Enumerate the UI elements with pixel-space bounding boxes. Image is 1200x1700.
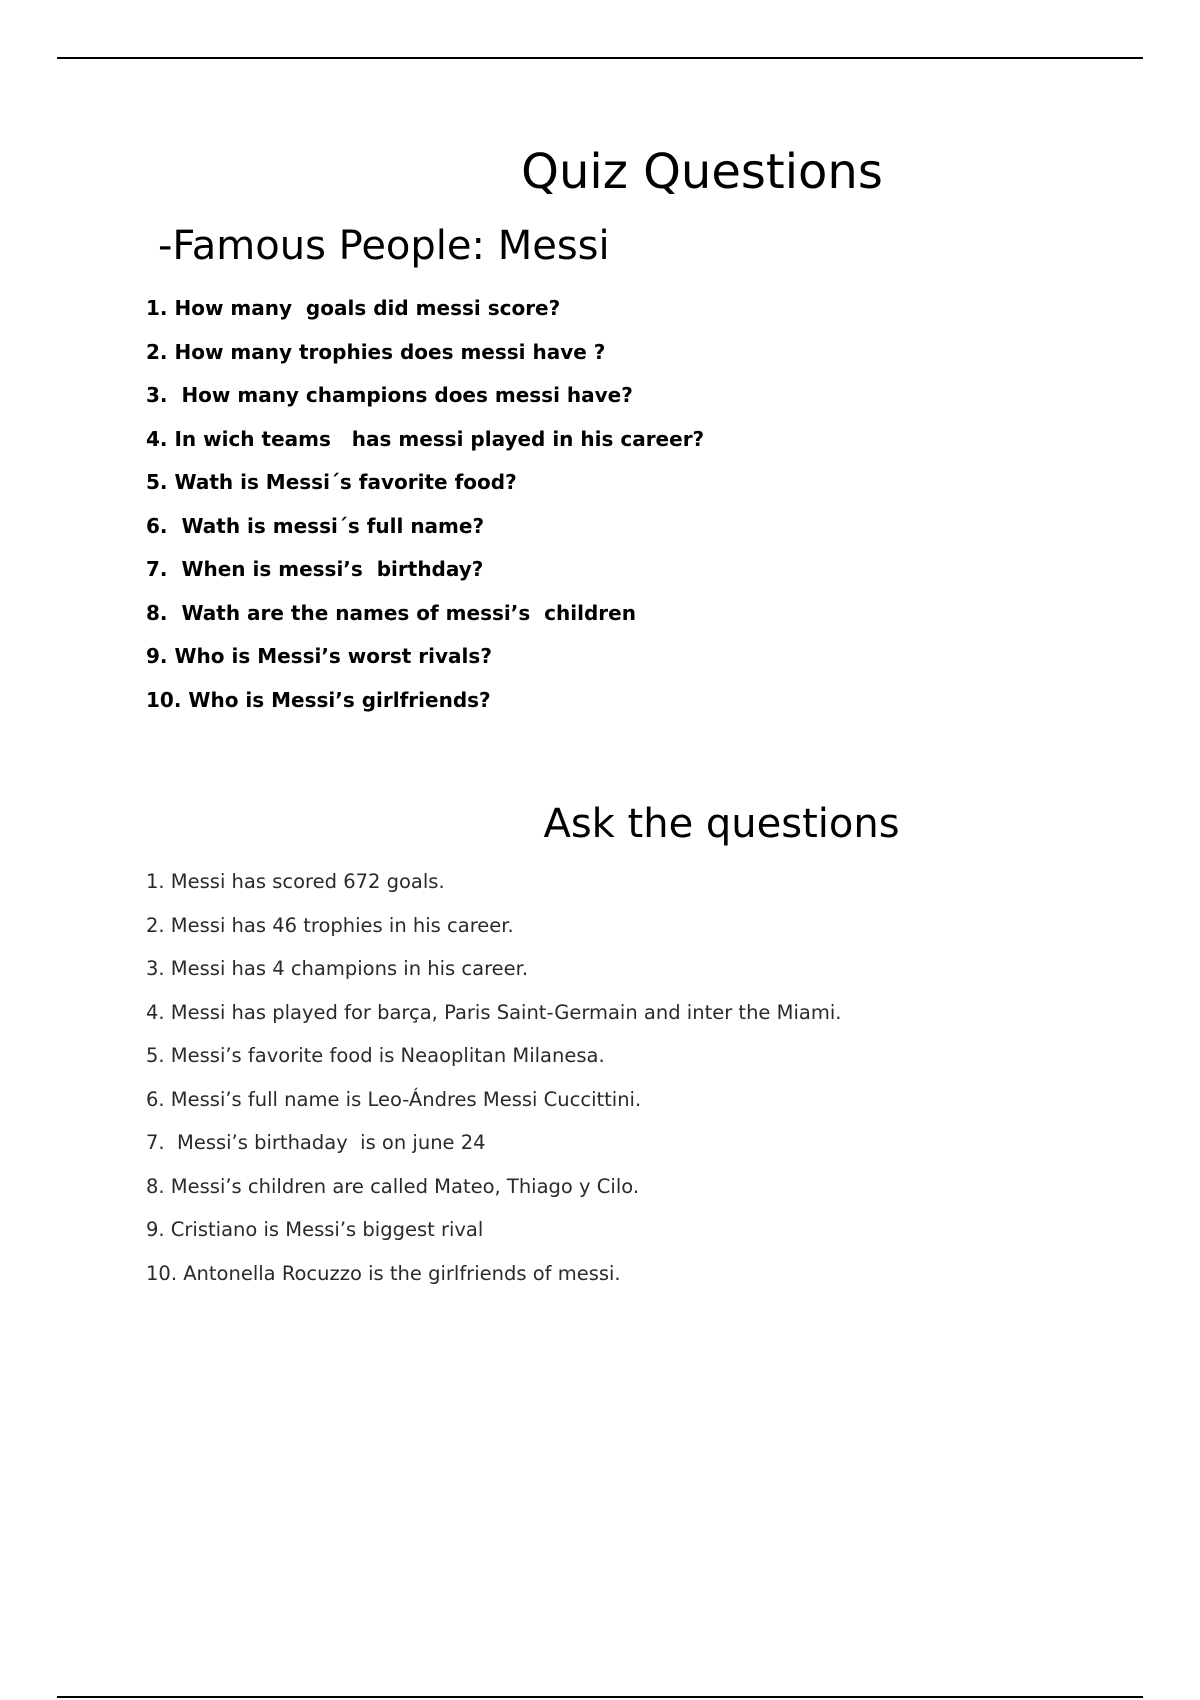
header-rule <box>57 57 1143 59</box>
answer-item: 6. Messi’s full name is Leo-Ándres Messi Cuccittini. <box>146 1087 642 1111</box>
answer-item: 1. Messi has scored 672 goals. <box>146 870 445 893</box>
question-item: 1. How many goals did messi score? <box>146 296 561 320</box>
question-item: 6. Wath is messi´s full name? <box>146 513 485 538</box>
answer-item: 2. Messi has 46 trophies in his career. <box>146 913 514 937</box>
question-item: 8. Wath are the names of messi’s children <box>146 600 636 625</box>
question-item: 10. Who is Messi’s girlfriends? <box>146 687 491 712</box>
page-subtitle: -Famous People: Messi <box>158 223 610 269</box>
question-item: 9. Who is Messi’s worst rivals? <box>146 644 492 668</box>
answer-item: 10. Antonella Rocuzzo is the girlfriends of messi. <box>146 1261 621 1285</box>
page-title: Quiz Questions <box>521 144 883 200</box>
answer-item: 5. Messi’s favorite food is Neaoplitan Milanesa. <box>146 1044 605 1067</box>
question-item: 2. How many trophies does messi have ? <box>146 339 606 364</box>
footer-rule <box>57 1696 1143 1698</box>
answer-item: 8. Messi’s children are called Mateo, Thiago y Cilo. <box>146 1174 640 1198</box>
question-item: 5. Wath is Messi´s favorite food? <box>146 470 517 494</box>
answer-item: 9. Cristiano is Messi’s biggest rival <box>146 1218 484 1241</box>
answers-list <box>146 868 841 1303</box>
answer-item: 3. Messi has 4 champions in his career. <box>146 957 529 980</box>
question-item: 4. In wich teams has messi played in his career? <box>146 426 705 451</box>
question-item: 3. How many champions does messi have? <box>146 383 633 407</box>
answers-heading: Ask the questions <box>543 801 900 847</box>
question-item: 7. When is messi’s birthday? <box>146 557 484 581</box>
questions-list <box>146 294 704 729</box>
answer-item: 4. Messi has played for barça, Paris Saint-Germain and inter the Miami. <box>146 1000 842 1024</box>
answer-item: 7. Messi’s birthaday is on june 24 <box>146 1131 486 1154</box>
